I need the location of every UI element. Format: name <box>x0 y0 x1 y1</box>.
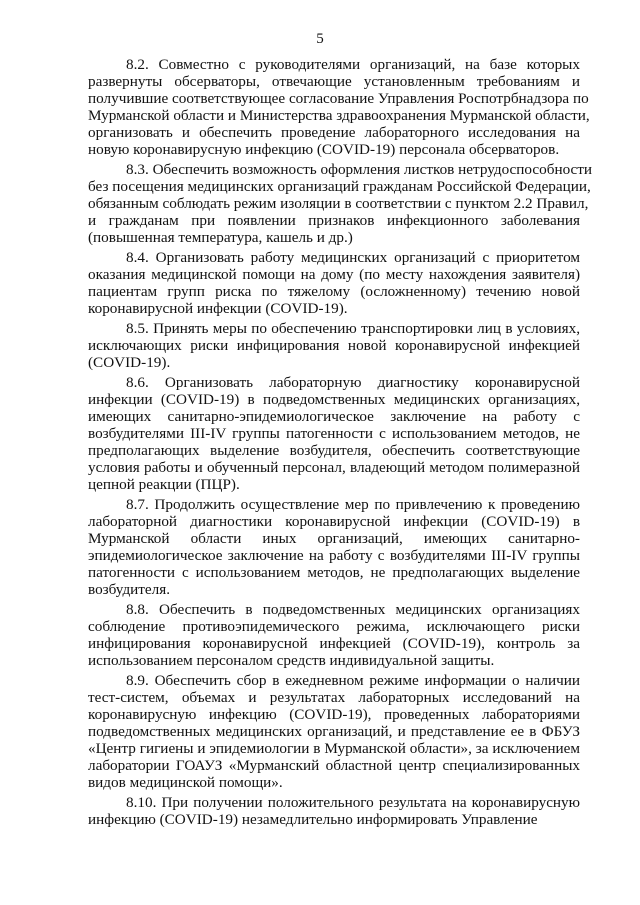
text-line: предполагающих выделение возбудителя, обеспечить соответствующие <box>88 442 580 459</box>
paragraph-8-4 <box>88 249 580 317</box>
text-line: соблюдение противоэпидемического режима, исключающего риски <box>88 618 580 635</box>
text-line: использованием персоналом средств индивидуальной защиты. <box>88 652 495 669</box>
paragraph-8-7 <box>88 496 580 598</box>
text-line: инфекцию (COVID-19) незамедлительно информировать Управление <box>88 811 538 828</box>
text-line: (COVID-19). <box>88 354 171 371</box>
text-line: лабораторной диагностики коронавирусной инфекции (COVID-19) в <box>88 513 580 530</box>
text-line: эпидемиологическое заключение на работу с возбудителями III-IV группы <box>88 547 580 564</box>
text-line: пациентам групп риска по тяжелому (осложненному) течению новой <box>88 283 580 300</box>
text-line: инфицирования коронавирусной инфекцией (COVID-19), контроль за <box>88 635 580 652</box>
text-line: тест-систем, объемах и результатах лабораторных исследований на <box>88 689 580 706</box>
text-line: 8.8. Обеспечить в подведомственных медицинских организациях <box>126 601 580 618</box>
text-line: инфекции (COVID-19) в подведомственных медицинских организациях, <box>88 391 580 408</box>
text-line: и гражданам при появлении признаков инфекционного заболевания <box>88 212 580 229</box>
text-line: 8.5. Принять меры по обеспечению транспортировки лиц в условиях, <box>126 320 580 337</box>
text-line: обязанным соблюдать режим изоляции в соответствии с пунктом 2.2 Правил, <box>88 195 589 212</box>
text-line: патогенности с использованием методов, не предполагающих выделение <box>88 564 580 581</box>
text-line: Мурманской области и Министерства здравоохранения Мурманской области, <box>88 107 590 124</box>
text-line: организовать и обеспечить проведение лабораторного исследования на <box>88 124 580 141</box>
text-line: лаборатории ГОАУЗ «Мурманский областной центр специализированных <box>88 757 580 774</box>
paragraph-8-10 <box>88 794 580 828</box>
paragraph-8-6 <box>88 374 580 493</box>
paragraph-8-8 <box>88 601 580 669</box>
text-line: получившие соответствующее согласование Управления Роспотрбнадзора по <box>88 90 589 107</box>
text-line: коронавирусной инфекции (COVID-19). <box>88 300 348 317</box>
text-line: без посещения медицинских организаций гражданам Российской Федерации, <box>88 178 591 195</box>
text-line: «Центр гигиены и эпидемиологии в Мурманской области», за исключением <box>88 740 580 757</box>
document-body <box>88 56 593 828</box>
paragraph-8-2 <box>88 56 590 158</box>
text-line: имеющих санитарно-эпидемиологическое заключение на работу с <box>88 408 580 425</box>
text-line: новую коронавирусную инфекцию (COVID-19) персонала обсерваторов. <box>88 141 560 158</box>
text-line: возбудителя. <box>88 581 171 598</box>
text-line: условия работы и обученный персонал, владеющий методом полимеразной <box>88 459 580 476</box>
text-line: 8.10. При получении положительного результата на коронавирусную <box>126 794 580 811</box>
paragraph-8-3 <box>88 161 593 246</box>
text-line: оказания медицинской помощи на дому (по месту нахождения заявителя) <box>88 266 580 283</box>
text-line: подведомственных медицинских организаций, и представление ее в ФБУЗ <box>88 723 580 740</box>
text-line: (повышенная температура, кашель и др.) <box>88 229 353 246</box>
text-line: возбудителями III-IV группы патогенности с использованием методов, не <box>88 425 580 442</box>
text-line: 8.9. Обеспечить сбор в ежедневном режиме информации о наличии <box>126 672 580 689</box>
text-line: Мурманской области иных организаций, имеющих санитарно- <box>88 530 580 547</box>
text-line: цепной реакции (ПЦР). <box>88 476 240 493</box>
text-line: видов медицинской помощи». <box>88 774 283 791</box>
paragraph-8-9 <box>88 672 580 791</box>
text-line: исключающих риски инфицирования новой коронавирусной инфекцией <box>88 337 580 354</box>
text-line: 8.4. Организовать работу медицинских организаций с приоритетом <box>126 249 580 266</box>
text-line: коронавирусную инфекцию (COVID-19), проведенных лабораториями <box>88 706 580 723</box>
text-line: 8.2. Совместно с руководителями организаций, на базе которых <box>126 56 580 73</box>
text-line: 8.3. Обеспечить возможность оформления листков нетрудоспособности <box>126 161 593 178</box>
text-line: 8.6. Организовать лабораторную диагностику коронавирусной <box>126 374 580 391</box>
page-number: 5 <box>316 31 324 47</box>
text-line: 8.7. Продолжить осуществление мер по привлечению к проведению <box>126 496 580 513</box>
text-line: развернуты обсерваторы, отвечающие установленным требованиям и <box>88 73 580 90</box>
paragraph-8-5 <box>88 320 580 371</box>
